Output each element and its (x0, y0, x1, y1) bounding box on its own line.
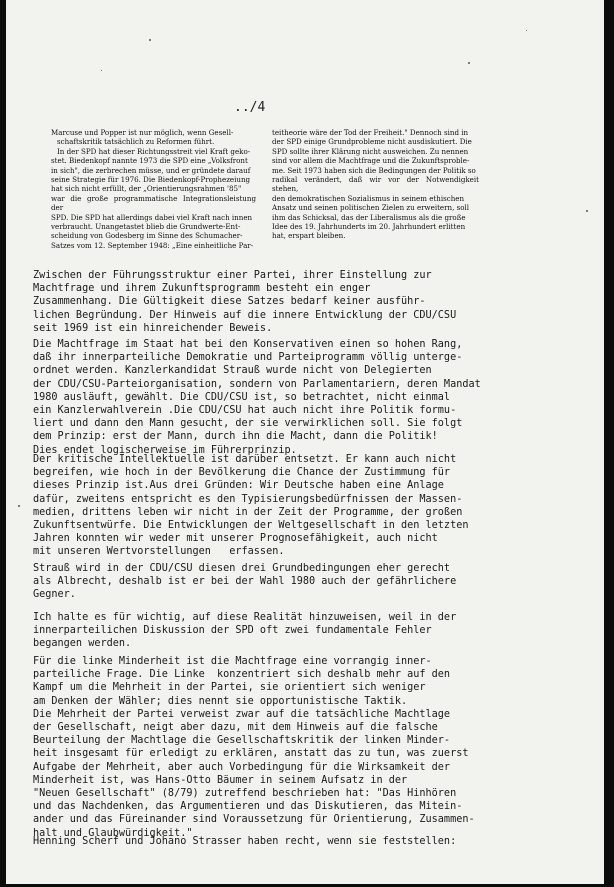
typed-line: mit unseren Wertvorstellungen erfassen. (33, 546, 285, 558)
clip-line: In der SPD hat dieser Richtungsstreit viel Kraft geko- (57, 146, 251, 156)
newspaper-clipping-right-column (272, 128, 479, 241)
clip-line: Marcuse und Popper ist nur möglich, wenn Gesell- (51, 128, 234, 137)
clip-line: Satzes vom 12. September 1948: „Eine einheitliche Par- (51, 240, 254, 250)
typed-line: liert und dann den Mann gesucht, der sie verwirklichen soll. Sie folgt (33, 418, 463, 430)
clip-line: hat sich nicht erfüllt, der „Orientierungsrahmen '85" (51, 184, 242, 194)
clip-line: ihm das Schicksal, das der Liberalismus als die große (272, 212, 466, 222)
scan-speck (586, 210, 588, 212)
typed-line: Zukunftsentwürfe. Die Entwicklungen der Weltgesellschaft in den letzten (33, 520, 469, 531)
clip-line: den demokratischen Sozialismus in seinem ethischen (272, 193, 465, 203)
clip-line: verbraucht. Unangetastet blieb die Grundwerte-Ent- (51, 222, 241, 232)
typed-line: Aufgabe der Mehrheit, aber auch Vorbedingung für die Wirksamkeit der (33, 761, 451, 773)
typed-line: Ich halte es für wichtig, auf diese Realität hinzuweisen, weil in der (33, 612, 457, 623)
typed-line: ander und das Füreinander sind Voraussetzung für Orientierung, Zusammen- (33, 814, 475, 826)
typed-line: Die Mehrheit der Partei verweist zwar auf die tatsächliche Machtlage (33, 708, 451, 720)
typed-line: begangen werden. (33, 638, 132, 650)
typed-line: daß ihr innerparteiliche Demokratie und Parteiprogramm völlig unterge- (33, 352, 463, 364)
clip-line: stet. Biedenkopf nannte 1973 die SPD eine „Volksfront (51, 156, 248, 166)
typed-line: dafür, zweitens entspricht es den Typisierungsbedürfnissen der Massen- (33, 493, 463, 505)
typed-line: heit insgesamt für erledigt zu erklären, anstatt das zu tun, was zuerst (33, 748, 469, 760)
newspaper-clipping-left-column (51, 128, 256, 250)
typed-line: Strauß wird in der CDU/CSU diesen drei Grundbedingungen eher gerecht (33, 563, 451, 574)
clip-line: war die große programmatische Integrationsleistung der (51, 193, 256, 213)
typed-line: "Neuen Gesellschaft" (8/79) zutreffend beschrieben hat: "Das Hinhören (33, 788, 457, 799)
clip-line: hat, erspart bleiben. (272, 231, 346, 241)
clip-line: radikal verändert, daß wir vor der Notwendigkeit stehen, (272, 175, 479, 194)
typed-line: Zusammenhang. Die Gültigkeit diese Satzes bedarf keiner ausführ- (33, 296, 426, 308)
typed-line: Beurteilung der Machtlage die Gesellschaftskritik der linken Minder- (33, 735, 451, 747)
typed-line: medien, drittens leben wir nicht in der Zeit der Programme, der großen (33, 506, 463, 518)
scan-speck (101, 70, 102, 71)
clip-line: Ansatz und seinen politischen Zielen zu erweitern, soll (272, 203, 470, 213)
typed-line: innerparteilichen Diskussion der SPD oft zwei fundamentale Fehler (33, 625, 432, 637)
typed-line: der Gesellschaft, neigt aber dazu, mit dem Hinweis auf die falsche (33, 722, 438, 733)
clip-line: seine Strategie für 1976. Die Biedenkopf-Prophezeiung (51, 175, 251, 185)
typed-line: dieses Prinzip ist.Aus drei Gründen: Wir Deutsche haben eine Anlage (33, 480, 444, 492)
typed-line: als Albrecht, deshalb ist er bei der Wahl 1980 auch der gefährlichere (33, 576, 457, 588)
typed-line: halt und Glaubwürdigkeit." (33, 827, 193, 839)
typed-line: Für die linke Minderheit ist die Machtfrage eine vorrangig inner- (33, 656, 432, 667)
clip-line: in sich", die zerbrechen müsse, und er gründete darauf (51, 165, 251, 175)
clip-line: SPD sollte ihrer Klärung nicht ausweichen. Zu nennen (272, 146, 469, 156)
typed-line: ordnet werden. Kanzlerkandidat Strauß wurde nicht von Delegierten (33, 365, 432, 377)
scan-speck (468, 62, 470, 64)
typed-line: der CDU/CSU-Parteiorganisation, sondern von Parlamentariern, deren Mandat (33, 378, 481, 390)
typed-line: Dies endet logischerweise im Führerprinzip. (33, 444, 297, 456)
typed-line: Kampf um die Mehrheit in der Partei, sie orientiert sich weniger (33, 682, 426, 694)
document-page (6, 0, 604, 884)
typed-line: Gegner. (33, 589, 76, 601)
clip-line: me. Seit 1973 haben sich die Bedingungen der Politik so (272, 165, 476, 175)
typed-line: seit 1969 ist ein hinreichender Beweis. (33, 322, 273, 334)
typed-line: Jahren konnten wir weder mit unserer Prognosefähigkeit, auch nicht (33, 533, 438, 545)
clip-line: der SPD einige Grundprobleme nicht ausdiskutiert. Die (272, 137, 472, 147)
clip-line: SPD. Die SPD hat allerdings dabei viel Kraft nach innen (51, 212, 253, 222)
typed-line: Henning Scherf und Johano Strasser haben recht, wenn sie feststellen: (33, 836, 457, 847)
typed-line: am Denken der Wähler; dies nennt sie opportunistische Taktik. (33, 695, 408, 707)
typed-line: begreifen, wie hoch in der Bevölkerung die Chance der Zustimmung für (33, 467, 451, 479)
typed-line: Minderheit ist, was Hans-Otto Bäumer in seinem Aufsatz in der (33, 774, 408, 786)
clip-line: sind vor allem die Machtfrage und die Zukunftsproble- (272, 156, 470, 166)
clip-line: schaftskritik tatsächlich zu Reformen führt. (57, 137, 215, 147)
typed-line: 1980 ausläuft, gewählt. Die CDU/CSU ist, so betrachtet, nicht einmal (33, 391, 451, 403)
typed-line: und das Nachdenken, das Argumentieren und das Diskutieren, das Mitein- (33, 801, 463, 813)
typed-line: lichen Begründung. Der Hinweis auf die innere Entwicklung der CDU/CSU (33, 309, 457, 321)
scan-speck (526, 30, 527, 31)
clip-line: teitheorie wäre der Tod der Freiheit." Dennoch sind in (272, 128, 469, 137)
page-number: ../4 (234, 100, 266, 115)
typed-line: Die Machtfrage im Staat hat bei den Konservativen einen so hohen Rang, (33, 339, 463, 350)
scan-speck (18, 505, 20, 507)
typed-line: parteiliche Frage. Die Linke konzentriert sich deshalb mehr auf den (33, 669, 451, 681)
clip-line: scheidung von Godesberg im Sinne des Schumacher- (51, 231, 243, 241)
clip-line: Idee des 19. Jahrhunderts im 20. Jahrhundert erlitten (272, 222, 466, 232)
typed-line: ein Kanzlerwahlverein .Die CDU/CSU hat auch nicht ihre Politik formu- (33, 405, 457, 416)
typed-line: Zwischen der Führungsstruktur einer Partei, ihrer Einstellung zur (33, 270, 432, 281)
scan-speck (149, 39, 151, 41)
typed-line: Der kritische Intellektuelle ist darüber entsetzt. Er kann auch nicht (33, 454, 457, 465)
typed-line: dem Prinzip: erst der Mann, durch ihn die Macht, dann die Politik! (33, 431, 438, 443)
typed-line: Machtfrage und ihrem Zukunftsprogramm besteht ein enger (33, 283, 371, 295)
